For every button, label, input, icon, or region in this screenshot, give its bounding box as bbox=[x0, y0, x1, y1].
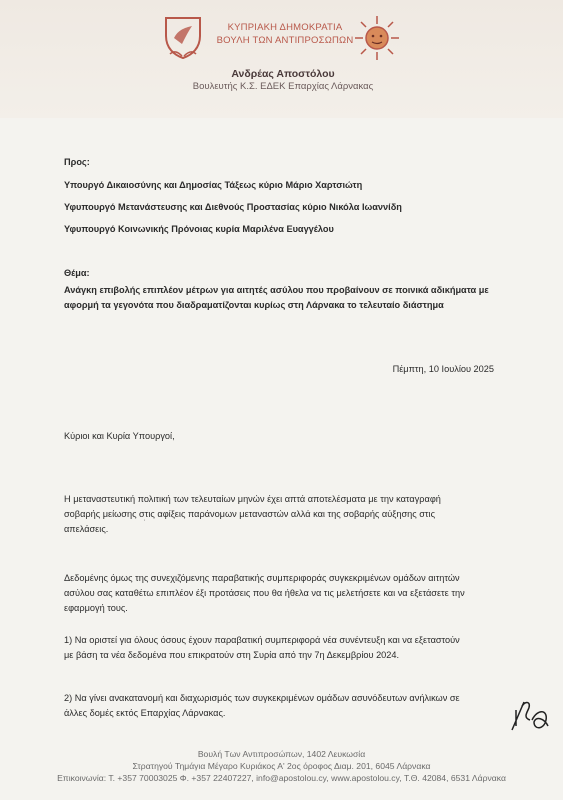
recipient-1: Υπουργό Δικαιοσύνης και Δημοσίας Τάξεως κύριο Μάριο Χαρτσιώτη bbox=[64, 180, 363, 190]
cyprus-coat-of-arms-icon bbox=[162, 14, 204, 60]
proposal-1-line-1: 1) Να οριστεί για όλους όσους έχουν παραβατική συμπεριφορά νέα συνέντευξη και να εξεταστούν bbox=[64, 635, 460, 645]
to-label: Προς: bbox=[64, 157, 90, 167]
letterhead bbox=[0, 0, 563, 118]
institution-line-1: ΚΥΠΡΙΑΚΗ ΔΗΜΟΚΡΑΤΙΑ bbox=[227, 22, 343, 33]
subject-line-2: αφορμή τα γεγονότα που διαδραματίζονται κυρίως στη Λάρνακα το τελευταίο διάστημα bbox=[64, 300, 444, 310]
paragraph-1-line-1: Η μεταναστευτική πολιτική των τελευταίων μηνών έχει απτά αποτελέσματα με την καταγραφή bbox=[64, 494, 441, 504]
paragraph-2-line-1: Δεδομένης όμως της συνεχιζόμενης παραβατικής συμπεριφοράς συγκεκριμένων ομάδων αιτητών bbox=[64, 573, 460, 583]
subject-label: Θέμα: bbox=[64, 268, 90, 278]
proposal-2-line-1: 2) Να γίνει ανακατανομή και διαχωρισμός των συγκεκριμένων ομάδων ασυνόδευτων ανήλικων σε bbox=[64, 693, 460, 703]
proposal-2-line-2: άλλες δομές εκτός Επαρχίας Λάρνακας. bbox=[64, 708, 226, 718]
paragraph-2-line-3: εφαρμογή τους. bbox=[64, 603, 128, 613]
signature-initials bbox=[510, 696, 552, 736]
footer-contact: Επικοινωνία: Τ. +357 70003025 Φ. +357 22407227, info@apostolou.cy, www.apostolou.cy, Τ.Θ. 42084, 6531 Λάρνακα bbox=[57, 773, 506, 783]
institution-line-2: ΒΟΥΛΗ ΤΩΝ ΑΝΤΙΠΡΟΣΩΠΩΝ bbox=[216, 35, 354, 46]
footer-address-1: Βουλή Των Αντιπροσώπων, 1402 Λευκωσία bbox=[197, 749, 366, 759]
paragraph-2-line-2: ασύλου σας καταθέτω επιπλέον έξι προτάσεις που θα ήθελα να τις μελετήσετε και να εξετάσετε την bbox=[64, 588, 465, 598]
letter-date: Πέμπτη, 10 Ιουλίου 2025 bbox=[392, 364, 494, 374]
salutation: Κύριοι και Κυρία Υπουργοί, bbox=[64, 431, 175, 441]
author-title: Βουλευτής Κ.Σ. ΕΔΕΚ Επαρχίας Λάρνακας bbox=[192, 81, 374, 92]
letter-footer bbox=[0, 748, 563, 784]
paragraph-1-line-2: σοβαρής μείωσης στις αφίξεις παράνομων μεταναστών αλλά και της σοβαρής αύξησης στις bbox=[64, 509, 435, 519]
author-name: Ανδρέας Αποστόλου bbox=[231, 68, 335, 80]
sun-emblem-icon bbox=[353, 14, 401, 62]
recipient-2: Υφυπουργό Μετανάστευσης και Διεθνούς Προστασίας κύριο Νικόλα Ιωαννίδη bbox=[64, 202, 402, 212]
subject-line-1: Ανάγκη επιβολής επιπλέον μέτρων για αιτητές ασύλου που προβαίνουν σε ποινικά αδικήματα με bbox=[64, 285, 489, 295]
footer-address-2: Στρατηγού Τημάγια Μέγαρο Κυριάκος Α' 2ος όροφος Διαμ. 201, 6045 Λάρνακα bbox=[132, 761, 431, 771]
proposal-1-line-2: με βάση τα νέα δεδομένα που επικρατούν στη Συρία από την 7η Δεκεμβρίου 2024. bbox=[64, 650, 400, 660]
paragraph-1-line-3: απελάσεις. bbox=[64, 524, 109, 534]
recipient-3: Υφυπουργό Κοινωνικής Πρόνοιας κυρία Μαριλένα Ευαγγέλου bbox=[64, 224, 334, 234]
stray-mark: ' bbox=[144, 520, 146, 526]
